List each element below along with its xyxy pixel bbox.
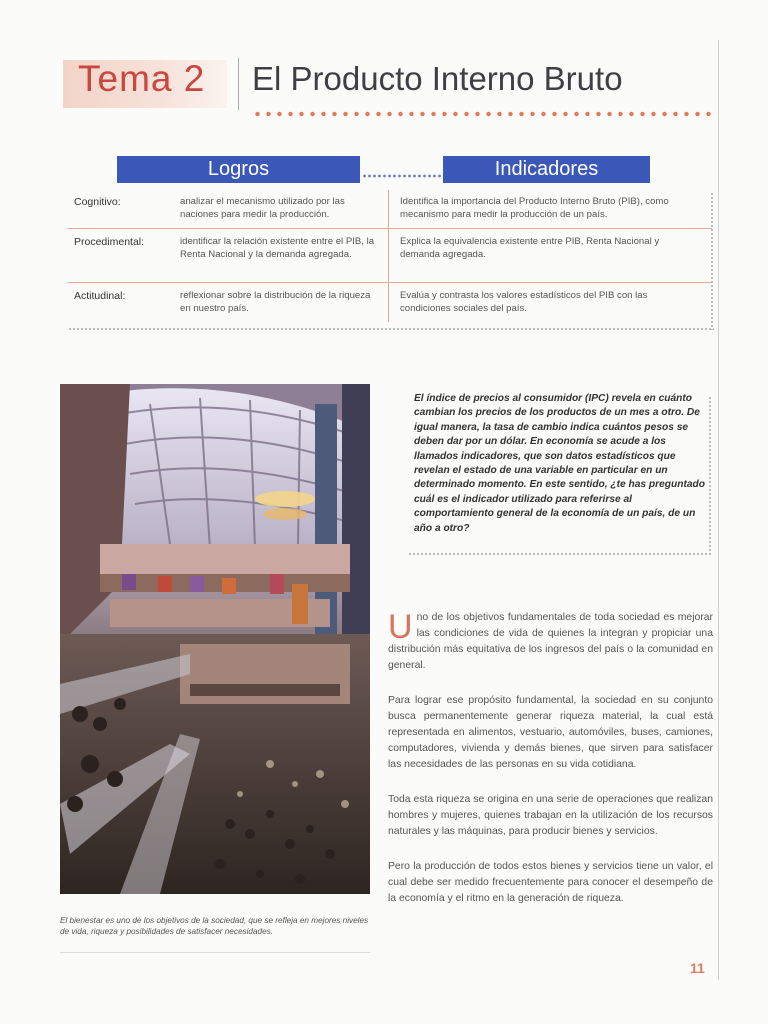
title-divider <box>238 58 239 110</box>
table-dotted-right <box>710 192 714 330</box>
row-category: Actitudinal: <box>74 290 126 302</box>
table-column-divider <box>388 190 389 322</box>
page-number: 11 <box>690 960 705 976</box>
row-logro: reflexionar sobre la distribución de la riqueza en nuestro país. <box>180 290 371 314</box>
row-indicador: Evalúa y contrasta los valores estadísticos del PIB con las condiciones sociales del país. <box>400 290 648 314</box>
page-title: El Producto Interno Bruto <box>252 60 623 97</box>
table-dotted-bottom <box>68 327 714 331</box>
table-row-divider <box>68 282 712 283</box>
drop-cap: U <box>388 608 413 646</box>
intro-dotted-right <box>708 396 712 554</box>
shopping-mall-photo <box>60 384 370 894</box>
intro-dotted-bottom <box>408 552 712 556</box>
body-paragraph: Toda esta riqueza se origina en una serie de operaciones que realizan hombres y mujeres, quienes trabajan en la utilización de los recursos naturales y las máquinas, para producir bienes y servicios. <box>388 794 713 837</box>
body-paragraph-text: no de los objetivos fundamentales de toda sociedad es mejorar las condiciones de vida de quienes la integran y propiciar una distribución más equitativa de los ingresos del país o la comunidad en general. <box>388 612 713 671</box>
logros-indicadores-table <box>68 186 712 331</box>
page-edge <box>718 40 719 980</box>
logros-header: Logros <box>117 156 360 183</box>
header-connector-dots <box>362 174 442 178</box>
title-dotted-underline <box>252 111 712 117</box>
body-paragraph <box>388 610 713 674</box>
indicadores-header: Indicadores <box>443 156 650 183</box>
body-paragraph: Para lograr ese propósito fundamental, la sociedad en su conjunto busca permanentemente generar riqueza material, la cual está representada en alimentos, vestuario, automóviles, buses, camiones, computadores, vivienda y demás bienes, que sirven para satisfacer las necesidades de las personas en su vida cotidiana. <box>388 695 713 770</box>
table-row-divider <box>68 228 712 229</box>
intro-text: El índice de precios al consumidor (IPC) revela en cuánto cambian los precios de los productos de un mes a otro. De igual manera, la tasa de cambio indica cuántos pesos se deben dar por un dólar. En economía se acude a los llamados indicadores, que son datos estadísticos que revelan el estado de una variable en particular en un determinado momento. En este sentido, ¿te has preguntado cuál es el indicador utilizado para referirse al comportamiento general de la economía de un país, de un año a otro? <box>414 393 705 534</box>
row-category: Cognitivo: <box>74 196 121 208</box>
row-indicador: Identifica la importancia del Producto Interno Bruto (PIB), como mecanismo para medir la producción de un país. <box>400 196 669 220</box>
photo-caption: El bienestar es uno de los objetivos de la sociedad, que se refleja en mejores niveles de vida, riqueza y posibilidades de satisfacer necesidades. <box>60 916 369 936</box>
row-logro: identificar la relación existente entre el PIB, la Renta Nacional y la demanda agregada. <box>180 236 375 260</box>
intro-box <box>410 388 710 548</box>
row-category: Procedimental: <box>74 236 145 248</box>
row-logro: analizar el mecanismo utilizado por las naciones para medir la producción. <box>180 196 345 220</box>
body-paragraph: Pero la producción de todos estos bienes y servicios tiene un valor, el cual debe ser medido frecuentemente para conocer el desempeño de la economía y el ritmo en la generación de riqueza. <box>388 861 713 904</box>
caption-divider <box>60 952 370 953</box>
row-indicador: Explica la equivalencia existente entre PIB, Renta Nacional y demanda agregada. <box>400 236 660 260</box>
body-text <box>388 610 713 926</box>
tema-label: Tema 2 <box>78 58 206 99</box>
